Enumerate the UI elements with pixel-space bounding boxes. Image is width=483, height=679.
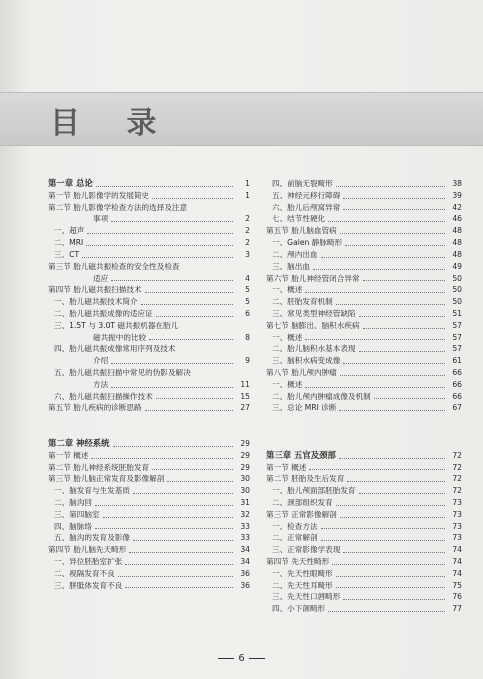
toc-leader-dots <box>125 587 233 588</box>
toc-entry-title: 二、胎儿磁共振成像的适应证 <box>54 308 153 318</box>
toc-spacer <box>266 414 462 426</box>
toc-entry-page: 29 <box>240 438 250 448</box>
toc-entry-title: 二、先天性耳畸形 <box>272 580 333 590</box>
toc-leader-dots <box>336 505 445 506</box>
toc-entry-page: 29 <box>240 450 250 460</box>
toc-subsection-entry[interactable] <box>48 320 250 332</box>
toc-subsection-entry[interactable] <box>48 521 250 533</box>
toc-entry-title: 一、先天性眼畸形 <box>272 568 333 578</box>
toc-entry-page: 74 <box>452 545 462 555</box>
toc-entry-page: 72 <box>452 450 462 460</box>
toc-subsection-entry[interactable] <box>48 568 250 580</box>
toc-section-entry[interactable] <box>48 202 250 214</box>
toc-section-entry[interactable] <box>266 225 462 237</box>
toc-subsection-entry[interactable] <box>48 532 250 544</box>
toc-leader-dots <box>118 576 233 577</box>
toc-subsection-entry[interactable] <box>266 332 462 344</box>
toc-leader-dots <box>359 493 445 494</box>
toc-entry-continuation[interactable] <box>48 273 250 285</box>
toc-subsection-entry[interactable] <box>266 568 462 580</box>
toc-entry-title: 第四节 胎儿脑先天畸形 <box>48 545 127 555</box>
toc-subsection-entry[interactable] <box>266 379 462 391</box>
toc-entry-page: 48 <box>452 249 462 259</box>
toc-subsection-entry[interactable] <box>266 391 462 403</box>
toc-leader-dots <box>305 339 445 340</box>
page-title: 目 录 <box>50 106 175 141</box>
toc-leader-dots <box>95 528 233 529</box>
toc-entry-title: 五、神经元移行障碍 <box>272 190 341 200</box>
toc-entry-title: 一、异位胚胎室扩张 <box>54 557 123 566</box>
toc-entry-title: 第四节 先天性畸形 <box>266 557 330 566</box>
toc-entry-title: 磁共振中的比较 <box>93 332 147 342</box>
toc-entry-title: 三、先天性口唇畸形 <box>272 592 341 602</box>
toc-subsection-entry[interactable] <box>48 225 250 237</box>
toc-entry-page: 73 <box>452 509 462 519</box>
toc-entry-title: 第一节 概述 <box>266 462 307 472</box>
toc-entry-page: 5 <box>245 297 250 307</box>
page-number <box>0 653 483 664</box>
toc-subsection-entry[interactable] <box>266 308 462 320</box>
toc-entry-title: 三、脑积水病变成像 <box>272 356 341 366</box>
toc-leader-dots <box>82 257 233 258</box>
toc-entry-page: 77 <box>452 604 462 614</box>
toc-section-entry[interactable] <box>48 473 250 485</box>
toc-entry-page: 42 <box>452 202 462 212</box>
toc-entry-title: 介绍 <box>93 356 109 366</box>
toc-entry-page: 74 <box>452 557 462 566</box>
toc-leader-dots <box>336 587 445 588</box>
toc-subsection-entry[interactable] <box>48 308 250 320</box>
toc-entry-page: 50 <box>452 297 462 307</box>
toc-leader-dots <box>111 280 233 281</box>
toc-entry-title: 一、检查方法 <box>272 521 318 531</box>
toc-entry-title: 三、脑出血 <box>272 261 310 271</box>
toc-leader-dots <box>305 387 445 388</box>
toc-leader-dots <box>374 398 445 399</box>
toc-leader-dots <box>145 292 233 293</box>
toc-entry-page: 66 <box>452 379 462 389</box>
toc-entry-page: 5 <box>245 285 250 295</box>
toc-entry-title: 四、前脑无裂畸形 <box>272 179 333 188</box>
toc-entry-title: 第七节 脑膨出、脑积水疾病 <box>266 320 360 330</box>
toc-subsection-entry[interactable] <box>266 591 462 603</box>
toc-entry-page: 30 <box>240 486 250 496</box>
toc-subsection-entry[interactable] <box>266 343 462 355</box>
toc-entry-title: 三、第四脑室 <box>54 509 100 519</box>
toc-section-entry[interactable] <box>266 367 462 379</box>
toc-entry-title: 一、概述 <box>272 332 303 342</box>
toc-entry-title: 一、Galen 静脉畸形 <box>272 238 343 248</box>
toc-entry-page: 50 <box>452 273 462 283</box>
toc-leader-dots <box>343 209 445 210</box>
toc-entry-title: 第一章 总论 <box>48 178 93 188</box>
toc-subsection-entry[interactable] <box>266 190 462 202</box>
toc-spacer <box>266 426 462 438</box>
toc-entry-page: 29 <box>240 462 250 472</box>
toc-leader-dots <box>343 363 445 364</box>
toc-entry-title: 方法 <box>93 379 109 389</box>
toc-entry-page: 57 <box>452 344 462 354</box>
toc-entry-page: 2 <box>245 238 250 248</box>
toc-subsection-entry[interactable] <box>266 284 462 296</box>
toc-leader-dots <box>359 351 445 352</box>
toc-subsection-entry[interactable] <box>48 580 250 592</box>
toc-leader-dots <box>96 186 233 187</box>
toc-entry-page: 73 <box>452 521 462 531</box>
toc-entry-title: 三、常见类型神经管缺陷 <box>272 308 356 318</box>
toc-entry-page: 66 <box>452 368 462 377</box>
toc-entry-page: 31 <box>240 497 250 507</box>
toc-entry-page: 15 <box>240 391 250 401</box>
toc-subsection-entry[interactable] <box>266 355 462 367</box>
toc-leader-dots <box>328 221 445 222</box>
toc-section-entry[interactable] <box>48 462 250 474</box>
toc-section-entry[interactable] <box>266 509 462 521</box>
toc-entry-title: 一、概述 <box>272 285 303 295</box>
toc-leader-dots <box>156 316 233 317</box>
toc-entry-title: 四、胎儿磁共振成像常用序列及技术 <box>54 344 176 354</box>
toc-entry-page: 33 <box>240 521 250 531</box>
toc-entry-title: 事项 <box>93 214 109 224</box>
toc-subsection-entry[interactable] <box>266 521 462 533</box>
page-number-dash-right <box>249 658 265 659</box>
toc-leader-dots <box>133 540 233 541</box>
toc-leader-dots <box>343 599 445 600</box>
toc-right-column <box>266 178 462 615</box>
toc-entry-page: 61 <box>452 356 462 366</box>
toc-entry-page: 2 <box>245 226 250 236</box>
toc-leader-dots <box>103 517 233 518</box>
toc-entry-title: 二、MRI <box>54 238 84 248</box>
toc-leader-dots <box>339 410 445 411</box>
toc-entry-title: 一、脑发育与生发基质 <box>54 486 130 496</box>
toc-section-entry[interactable] <box>266 462 462 474</box>
toc-subsection-entry[interactable] <box>266 237 462 249</box>
toc-entry-title: 三、CT <box>54 249 80 259</box>
toc-entry-title: 第一节 概述 <box>48 450 89 460</box>
toc-section-entry[interactable] <box>48 402 250 414</box>
toc-entry-page: 73 <box>452 533 462 543</box>
toc-leader-dots <box>156 398 233 399</box>
toc-section-entry[interactable] <box>266 473 462 485</box>
toc-leader-dots <box>332 564 445 565</box>
toc-entry-page: 46 <box>452 214 462 224</box>
toc-subsection-entry[interactable] <box>266 485 462 497</box>
toc-leader-dots <box>328 611 445 612</box>
toc-section-entry[interactable] <box>48 190 250 202</box>
toc-leader-dots <box>305 292 445 293</box>
toc-entry-page: 57 <box>452 332 462 342</box>
toc-entry-page: 39 <box>452 190 462 200</box>
toc-leader-dots <box>87 233 233 234</box>
toc-entry-page: 4 <box>245 273 250 283</box>
toc-subsection-entry[interactable] <box>266 213 462 225</box>
toc-entry-title: 第二节 胎儿神经系统胚胎发育 <box>48 462 150 472</box>
toc-entry-title: 第三章 五官及颈部 <box>266 449 336 460</box>
toc-entry-continuation[interactable] <box>48 213 250 225</box>
toc-leader-dots <box>111 221 233 222</box>
toc-leader-dots <box>141 304 233 305</box>
toc-entry-page: 2 <box>245 214 250 224</box>
toc-entry-page: 33 <box>240 533 250 543</box>
toc-leader-dots <box>340 233 445 234</box>
toc-entry-page: 73 <box>452 497 462 507</box>
toc-entry-title: 第一节 胎儿影像学的发展简史 <box>48 190 150 200</box>
toc-entry-page: 50 <box>452 285 462 295</box>
toc-entry-page: 34 <box>240 557 250 566</box>
toc-section-entry[interactable] <box>266 320 462 332</box>
toc-subsection-entry[interactable] <box>48 367 250 379</box>
toc-section-entry[interactable] <box>48 450 250 462</box>
toc-leader-dots <box>152 469 233 470</box>
toc-entry-page: 74 <box>452 568 462 578</box>
toc-entry-page: 34 <box>240 545 250 555</box>
toc-entry-page: 27 <box>240 403 250 413</box>
toc-leader-dots <box>152 198 233 199</box>
toc-leader-dots <box>95 505 233 506</box>
toc-leader-dots <box>113 446 233 447</box>
toc-entry-title: 二、颅内出血 <box>272 249 318 259</box>
toc-entry-title: 第五节 胎儿疾病的诊断思路 <box>48 403 142 413</box>
toc-entry-page: 66 <box>452 391 462 401</box>
toc-subsection-entry[interactable] <box>48 497 250 509</box>
toc-section-entry[interactable] <box>48 284 250 296</box>
toc-entry-title: 三、1.5T 与 3.0T 磁共振机器在胎儿 <box>54 320 179 330</box>
toc-entry-title: 二、颈部组织发育 <box>272 497 333 507</box>
toc-subsection-entry[interactable] <box>48 237 250 249</box>
toc-leader-dots <box>336 576 445 577</box>
toc-entry-page: 9 <box>245 356 250 366</box>
toc-subsection-entry[interactable] <box>266 544 462 556</box>
toc-leader-dots <box>133 493 233 494</box>
toc-entry-continuation[interactable] <box>48 355 250 367</box>
toc-leader-dots <box>363 280 445 281</box>
toc-leader-dots <box>313 269 445 270</box>
toc-entry-title: 第三节 正常影像解剖 <box>266 509 337 519</box>
toc-leader-dots <box>86 245 233 246</box>
toc-entry-title: 四、小下颌畸形 <box>272 604 326 614</box>
toc-entry-title: 第五节 胎儿脑血管病 <box>266 226 337 236</box>
toc-entry-page: 48 <box>452 238 462 248</box>
toc-leader-dots <box>340 375 445 376</box>
toc-leader-dots <box>111 363 233 364</box>
toc-leader-dots <box>336 186 445 187</box>
toc-section-entry[interactable] <box>48 544 250 556</box>
toc-entry-title: 二、视隔发育不良 <box>54 568 115 578</box>
toc-spacer <box>48 414 250 426</box>
toc-subsection-entry[interactable] <box>48 249 250 261</box>
toc-entry-title: 第二节 胚胎及生后发育 <box>266 474 345 484</box>
toc-leader-dots <box>321 540 445 541</box>
toc-section-entry[interactable] <box>266 273 462 285</box>
toc-subsection-entry[interactable] <box>266 402 462 414</box>
toc-entry-page: 72 <box>452 474 462 484</box>
toc-entry-page: 49 <box>452 261 462 271</box>
toc-leader-dots <box>345 245 445 246</box>
toc-section-entry[interactable] <box>266 556 462 568</box>
toc-entry-page: 6 <box>245 308 250 318</box>
toc-entry-title: 二、胚胎发育机制 <box>272 297 333 307</box>
toc-subsection-entry[interactable] <box>48 509 250 521</box>
toc-entry-title: 二、胎儿脑积水基本表现 <box>272 344 356 354</box>
toc-leader-dots <box>145 410 233 411</box>
toc-entry-title: 第四节 胎儿磁共振扫描技术 <box>48 285 142 295</box>
toc-entry-title: 四、脑脉络 <box>54 521 92 531</box>
toc-spacer <box>48 426 250 438</box>
toc-leader-dots <box>167 481 233 482</box>
toc-entry-title: 三、正常影像学表现 <box>272 545 341 555</box>
toc-entry-page: 75 <box>452 580 462 590</box>
toc-entry-title: 第八节 胎儿颅内肿瘤 <box>266 368 337 377</box>
toc-subsection-entry[interactable] <box>266 296 462 308</box>
toc-entry-page: 72 <box>452 462 462 472</box>
toc-entry-page: 76 <box>452 592 462 602</box>
toc-leader-dots <box>125 564 233 565</box>
toc-entry-title: 适应 <box>93 273 109 283</box>
toc-leader-dots <box>347 481 445 482</box>
toc-section-entry[interactable] <box>48 261 250 273</box>
toc-chapter-entry[interactable] <box>48 178 250 190</box>
page-number-dash-left <box>218 658 234 659</box>
toc-entry-title: 第二章 神经系统 <box>48 437 110 448</box>
toc-entry-page: 32 <box>240 509 250 519</box>
toc-entry-title: 第三节 胎儿脑正常发育及影像解剖 <box>48 474 165 484</box>
toc-entry-continuation[interactable] <box>48 379 250 391</box>
toc-entry-title: 六、胎儿后颅窝异常 <box>272 202 341 212</box>
toc-subsection-entry[interactable] <box>266 497 462 509</box>
toc-entry-page: 8 <box>245 332 250 342</box>
toc-entry-page: 30 <box>240 474 250 484</box>
toc-subsection-entry[interactable] <box>48 343 250 355</box>
toc-subsection-entry[interactable] <box>266 532 462 544</box>
toc-entry-title: 三、胼胝体发育不良 <box>54 580 123 590</box>
toc-left-column <box>48 178 250 591</box>
toc-entry-page: 36 <box>240 580 250 590</box>
toc-chapter-entry[interactable] <box>48 438 250 450</box>
toc-entry-title: 二、正常解剖 <box>272 533 318 543</box>
toc-entry-title: 三、总论 MRI 诊断 <box>272 403 337 413</box>
toc-entry-page: 67 <box>452 403 462 413</box>
toc-entry-title: 二、脑沟回 <box>54 497 92 507</box>
toc-entry-title: 六、胎儿磁共振扫描操作技术 <box>54 391 153 401</box>
toc-entry-title: 一、胎儿磁共振技术简介 <box>54 297 138 307</box>
toc-subsection-entry[interactable] <box>48 556 250 568</box>
toc-entry-title: 一、超声 <box>54 226 85 236</box>
toc-spacer <box>266 438 462 450</box>
toc-entry-title: 一、胎儿颅面部胚胎发育 <box>272 486 356 496</box>
toc-entry-page: 57 <box>452 320 462 330</box>
toc-subsection-entry[interactable] <box>266 261 462 273</box>
toc-leader-dots <box>336 304 445 305</box>
toc-entry-title: 第二节 胎儿影像学检查方法的选择及注意 <box>48 202 188 212</box>
toc-subsection-entry[interactable] <box>48 485 250 497</box>
toc-entry-page: 48 <box>452 226 462 236</box>
toc-leader-dots <box>111 387 233 388</box>
toc-leader-dots <box>340 517 445 518</box>
toc-leader-dots <box>129 552 233 553</box>
toc-subsection-entry[interactable] <box>48 296 250 308</box>
toc-subsection-entry[interactable] <box>266 603 462 615</box>
toc-leader-dots <box>321 257 445 258</box>
toc-leader-dots <box>321 528 445 529</box>
toc-entry-page: 11 <box>240 379 250 389</box>
toc-entry-page: 36 <box>240 568 250 578</box>
toc-entry-page: 72 <box>452 486 462 496</box>
toc-entry-title: 一、概述 <box>272 379 303 389</box>
page-number-value: 6 <box>238 653 245 664</box>
toc-entry-page: 1 <box>245 190 250 200</box>
toc-leader-dots <box>149 339 233 340</box>
toc-entry-page: 1 <box>245 179 250 188</box>
toc-entry-title: 七、结节性硬化 <box>272 214 326 224</box>
toc-subsection-entry[interactable] <box>48 391 250 403</box>
toc-entry-title: 二、胎儿颅内肿瘤成像及机制 <box>272 391 371 401</box>
toc-leader-dots <box>309 469 445 470</box>
toc-leader-dots <box>343 198 445 199</box>
toc-entry-page: 3 <box>245 249 250 259</box>
toc-entry-page: 38 <box>452 179 462 188</box>
toc-subsection-entry[interactable] <box>266 580 462 592</box>
toc-subsection-entry[interactable] <box>266 202 462 214</box>
toc-leader-dots <box>91 458 233 459</box>
toc-leader-dots <box>339 458 445 459</box>
toc-entry-continuation[interactable] <box>48 332 250 344</box>
toc-entry-title: 五、脑沟的发育及影像 <box>54 533 130 543</box>
toc-chapter-entry[interactable] <box>266 450 462 462</box>
toc-subsection-entry[interactable] <box>266 178 462 190</box>
toc-leader-dots <box>343 552 445 553</box>
toc-entry-page: 51 <box>452 308 462 318</box>
toc-entry-title: 第三节 胎儿磁共振检查的安全性及检查 <box>48 261 180 271</box>
toc-entry-title: 第六节 胎儿神经管闭合异常 <box>266 273 360 283</box>
toc-leader-dots <box>359 316 445 317</box>
toc-subsection-entry[interactable] <box>266 249 462 261</box>
toc-entry-title: 五、胎儿磁共振扫描中常见的伪影及解决 <box>54 368 191 377</box>
toc-leader-dots <box>363 328 445 329</box>
